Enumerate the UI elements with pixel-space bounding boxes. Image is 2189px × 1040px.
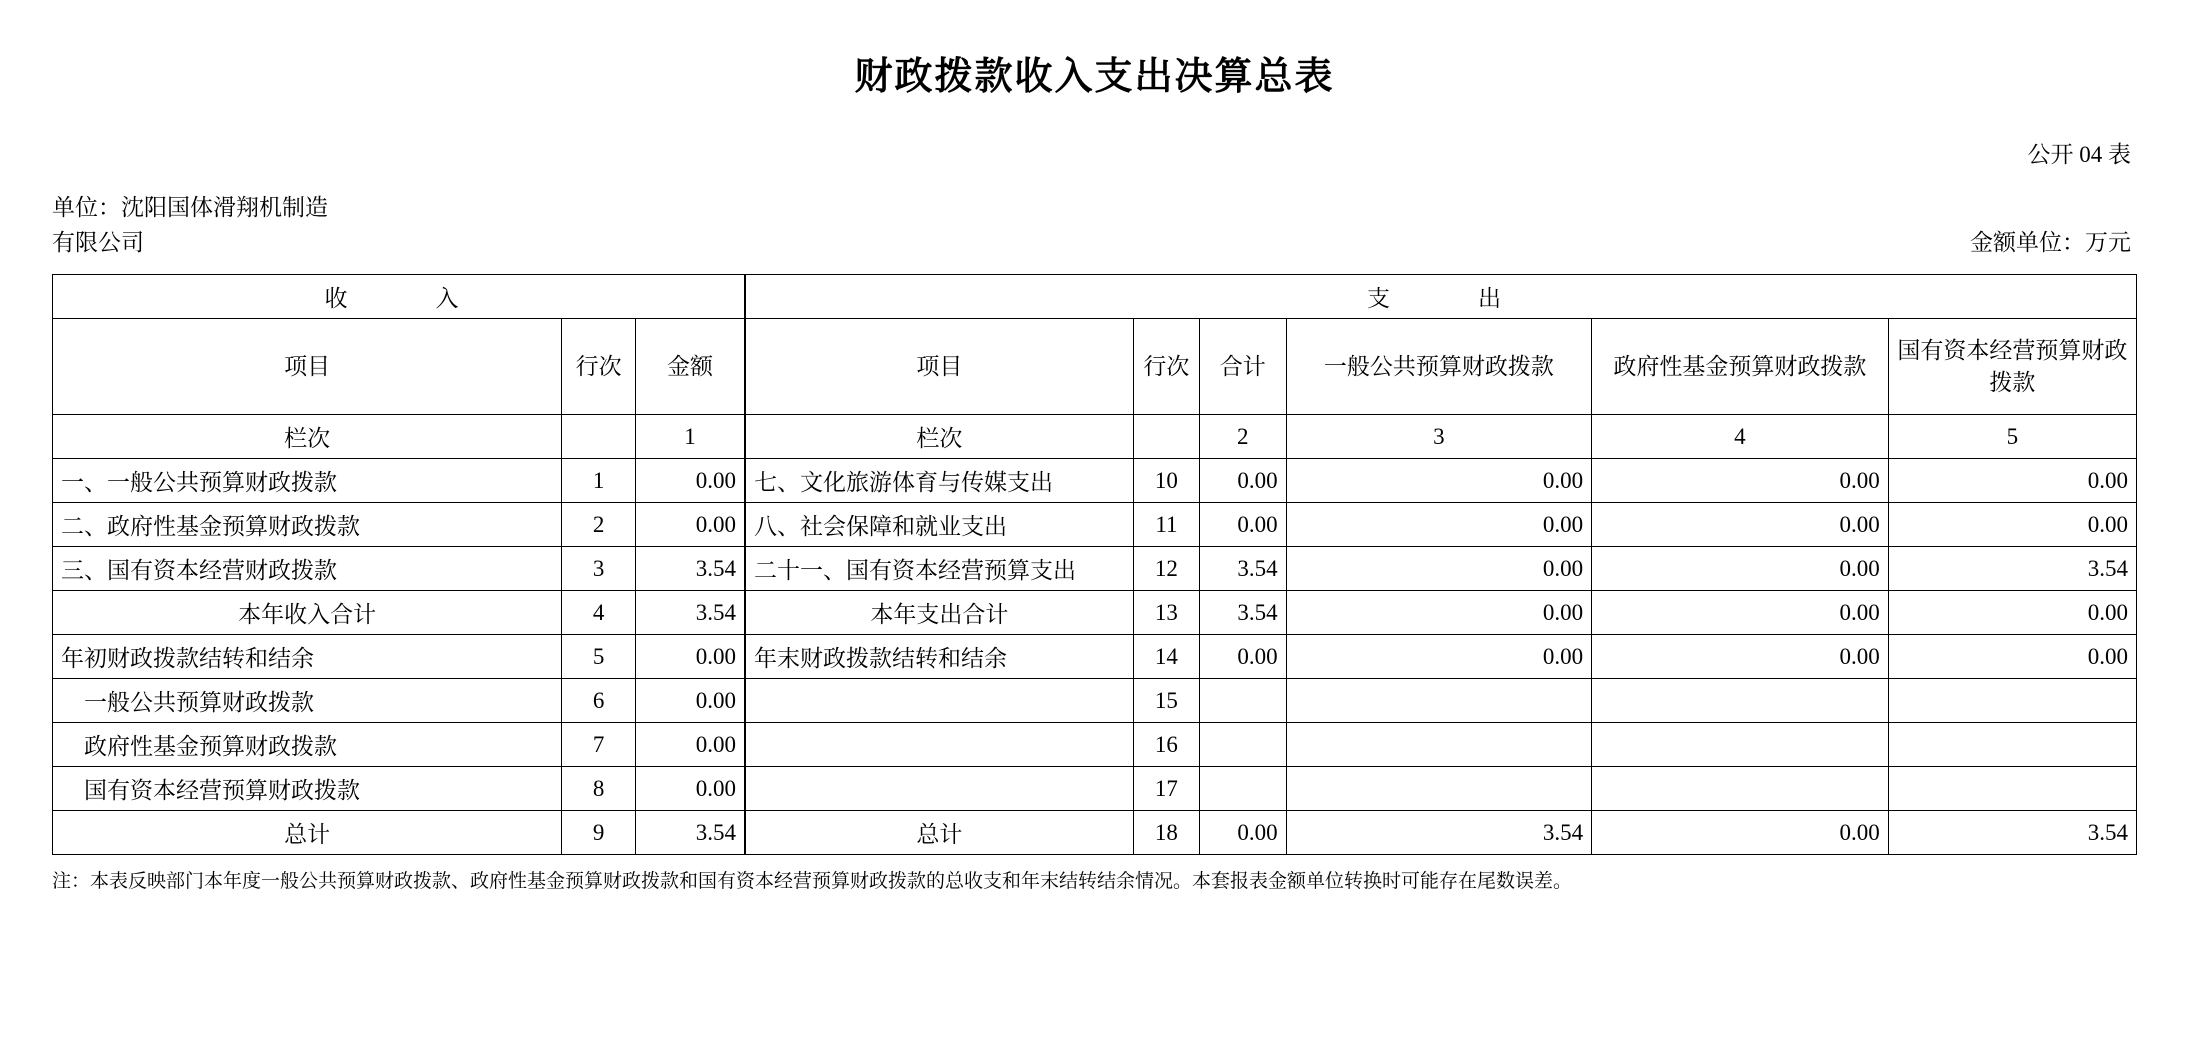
cell-income-item: 本年收入合计 — [53, 591, 562, 635]
cell-income-item: 国有资本经营预算财政拨款 — [53, 767, 562, 811]
cell-income-amount: 0.00 — [636, 635, 746, 679]
cell-income-item: 总计 — [53, 811, 562, 855]
cell-expense-soe — [1888, 679, 2136, 723]
cell-income-amount: 0.00 — [636, 503, 746, 547]
header-soe-capital-budget: 国有资本经营预算财政拨款 — [1888, 319, 2136, 415]
cell-income-item: 年初财政拨款结转和结余 — [53, 635, 562, 679]
page-title: 财政拨款收入支出决算总表 — [854, 54, 1335, 98]
column-label-income: 栏次 — [53, 415, 562, 459]
cell-expense-line: 18 — [1133, 811, 1199, 855]
cell-income-line: 9 — [562, 811, 636, 855]
header-line-expense: 行次 — [1133, 319, 1199, 415]
cell-expense-general: 3.54 — [1286, 811, 1592, 855]
cell-income-amount: 0.00 — [636, 723, 746, 767]
cell-income-amount: 3.54 — [636, 591, 746, 635]
cell-expense-line: 14 — [1133, 635, 1199, 679]
cell-expense-item — [745, 679, 1133, 723]
cell-income-line: 2 — [562, 503, 636, 547]
table-row — [53, 723, 2137, 767]
cell-expense-gov: 0.00 — [1592, 459, 1889, 503]
column-number-government-fund: 4 — [1592, 415, 1889, 459]
cell-expense-total: 0.00 — [1200, 635, 1287, 679]
header-general-public-budget: 一般公共预算财政拨款 — [1286, 319, 1592, 415]
cell-expense-soe — [1888, 767, 2136, 811]
table-row — [53, 503, 2137, 547]
table-row — [53, 547, 2137, 591]
table-column-header-row — [53, 319, 2137, 415]
cell-expense-general — [1286, 723, 1592, 767]
cell-expense-item — [745, 767, 1133, 811]
cell-income-item: 一般公共预算财政拨款 — [53, 679, 562, 723]
header-government-fund-budget: 政府性基金预算财政拨款 — [1592, 319, 1889, 415]
cell-expense-soe: 0.00 — [1888, 459, 2136, 503]
cell-income-amount: 0.00 — [636, 767, 746, 811]
cell-income-item: 一、一般公共预算财政拨款 — [53, 459, 562, 503]
cell-expense-item: 本年支出合计 — [745, 591, 1133, 635]
cell-expense-soe: 3.54 — [1888, 547, 2136, 591]
cell-expense-soe — [1888, 723, 2136, 767]
cell-income-line: 6 — [562, 679, 636, 723]
cell-income-line: 3 — [562, 547, 636, 591]
cell-expense-general: 0.00 — [1286, 503, 1592, 547]
cell-expense-total — [1200, 679, 1287, 723]
cell-expense-gov: 0.00 — [1592, 811, 1889, 855]
cell-expense-gov — [1592, 723, 1889, 767]
cell-expense-soe: 0.00 — [1888, 635, 2136, 679]
table-row — [53, 635, 2137, 679]
cell-expense-item: 八、社会保障和就业支出 — [745, 503, 1133, 547]
cell-income-line: 4 — [562, 591, 636, 635]
column-number-blank-income — [562, 415, 636, 459]
cell-expense-total: 3.54 — [1200, 547, 1287, 591]
table-row-total — [53, 811, 2137, 855]
cell-income-line: 7 — [562, 723, 636, 767]
cell-income-item: 三、国有资本经营财政拨款 — [53, 547, 562, 591]
cell-expense-general — [1286, 679, 1592, 723]
column-label-expense: 栏次 — [745, 415, 1133, 459]
cell-income-amount: 3.54 — [636, 811, 746, 855]
cell-expense-item: 二十一、国有资本经营预算支出 — [745, 547, 1133, 591]
column-number-soe-capital: 5 — [1888, 415, 2136, 459]
cell-expense-line: 13 — [1133, 591, 1199, 635]
cell-expense-gov — [1592, 679, 1889, 723]
cell-expense-total — [1200, 723, 1287, 767]
cell-expense-total — [1200, 767, 1287, 811]
header-line-income: 行次 — [562, 319, 636, 415]
header-total-expense: 合计 — [1200, 319, 1287, 415]
cell-income-line: 8 — [562, 767, 636, 811]
header-item-expense: 项目 — [745, 319, 1133, 415]
table-row — [53, 767, 2137, 811]
cell-income-amount: 3.54 — [636, 547, 746, 591]
cell-expense-gov — [1592, 767, 1889, 811]
cell-income-line: 5 — [562, 635, 636, 679]
cell-expense-line: 10 — [1133, 459, 1199, 503]
table-row — [53, 679, 2137, 723]
group-header-expense: 支 出 — [745, 275, 2136, 319]
cell-income-item: 政府性基金预算财政拨款 — [53, 723, 562, 767]
cell-expense-line: 16 — [1133, 723, 1199, 767]
cell-expense-total: 0.00 — [1200, 811, 1287, 855]
cell-expense-gov: 0.00 — [1592, 503, 1889, 547]
cell-expense-line: 15 — [1133, 679, 1199, 723]
cell-expense-gov: 0.00 — [1592, 635, 1889, 679]
column-number-income-amount: 1 — [636, 415, 746, 459]
cell-expense-general: 0.00 — [1286, 591, 1592, 635]
group-header-income: 收 入 — [53, 275, 746, 319]
cell-expense-soe: 3.54 — [1888, 811, 2136, 855]
meta-row — [52, 191, 2137, 260]
cell-expense-line: 17 — [1133, 767, 1199, 811]
column-number-expense-total: 2 — [1200, 415, 1287, 459]
column-number-general-public: 3 — [1286, 415, 1592, 459]
cell-expense-item: 年末财政拨款结转和结余 — [745, 635, 1133, 679]
cell-income-line: 1 — [562, 459, 636, 503]
cell-income-amount: 0.00 — [636, 679, 746, 723]
cell-income-amount: 0.00 — [636, 459, 746, 503]
cell-expense-line: 11 — [1133, 503, 1199, 547]
cell-expense-item: 总计 — [745, 811, 1133, 855]
cell-expense-total: 0.00 — [1200, 459, 1287, 503]
cell-expense-total: 0.00 — [1200, 503, 1287, 547]
form-code: 公开 04 表 — [2027, 142, 2131, 167]
cell-expense-general: 0.00 — [1286, 459, 1592, 503]
cell-expense-soe: 0.00 — [1888, 503, 2136, 547]
header-amount-income: 金额 — [636, 319, 746, 415]
cell-expense-general — [1286, 767, 1592, 811]
cell-expense-gov: 0.00 — [1592, 547, 1889, 591]
cell-income-item: 二、政府性基金预算财政拨款 — [53, 503, 562, 547]
table-note: 注：本表反映部门本年度一般公共预算财政拨款、政府性基金预算财政拨款和国有资本经营预算财政拨款的总收支和年末结转结余情况。本套报表金额单位转换时可能存在尾数误差。 — [52, 870, 1573, 892]
table-row — [53, 591, 2137, 635]
financial-table — [52, 274, 2137, 855]
cell-expense-total: 3.54 — [1200, 591, 1287, 635]
cell-expense-item: 七、文化旅游体育与传媒支出 — [745, 459, 1133, 503]
cell-expense-general: 0.00 — [1286, 635, 1592, 679]
table-body — [53, 459, 2137, 855]
amount-unit-label: 金额单位：万元 — [1970, 229, 2131, 255]
table-group-header-row — [53, 275, 2137, 319]
unit-block — [52, 191, 328, 260]
cell-expense-general: 0.00 — [1286, 547, 1592, 591]
unit-label: 单位：沈阳国体滑翔机制造 — [52, 195, 328, 220]
cell-expense-soe: 0.00 — [1888, 591, 2136, 635]
table-column-number-row — [53, 415, 2137, 459]
cell-expense-gov: 0.00 — [1592, 591, 1889, 635]
header-item-income: 项目 — [53, 319, 562, 415]
document-page — [0, 45, 2189, 1040]
table-row — [53, 459, 2137, 503]
cell-expense-line: 12 — [1133, 547, 1199, 591]
unit-label-line2: 有限公司 — [52, 229, 144, 255]
column-number-blank-expense — [1133, 415, 1199, 459]
cell-expense-item — [745, 723, 1133, 767]
